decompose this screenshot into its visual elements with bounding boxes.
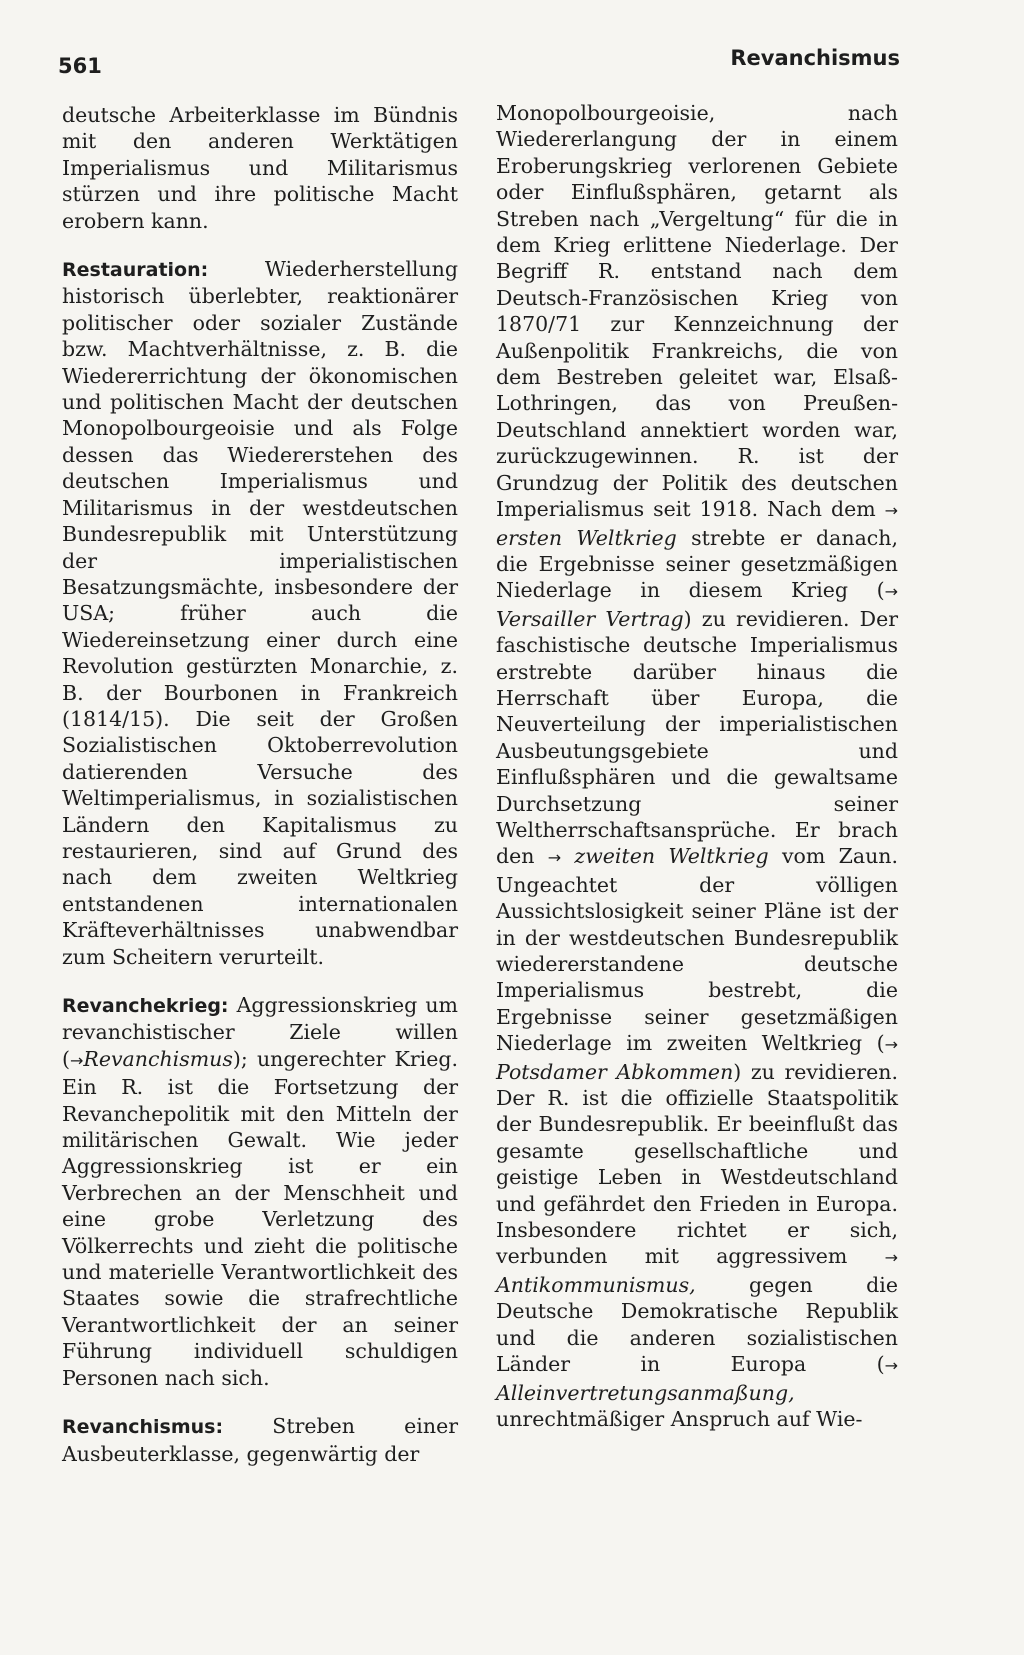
entry-continuation bbox=[62, 102, 458, 234]
entry-text: Streben einer Ausbeuterklasse, gegenwärtig der bbox=[62, 1414, 458, 1466]
cross-reference: Alleinvertretungsanmaßung, bbox=[496, 1380, 795, 1405]
entry-text: strebte er danach, die Ergebnisse seiner gesetzmäßigen Niederlage in diesem Krieg ( bbox=[496, 525, 898, 603]
entry-term: Revanchismus: bbox=[62, 1416, 224, 1439]
right-column bbox=[496, 100, 898, 1454]
cross-reference-arrow-icon: → bbox=[884, 582, 898, 602]
page-number: 561 bbox=[58, 54, 102, 78]
cross-reference-arrow-icon: → bbox=[547, 848, 562, 868]
entry-text: ); ungerechter Krieg. Ein R. ist die Fortsetzung der Revanchepolitik mit den Mitteln der militärischen Gewalt. Wie jeder Aggressionskrieg ist er ein Verbrechen an der Menschheit und eine grobe Verletzung des Völkerrechts und zieht die politische und materielle Verantwortlichkeit des Staates sowie die strafrechtliche Verantwortlichkeit der an seiner Führung individuell schuldigen Personen nach sich. bbox=[62, 1046, 458, 1390]
entry-term: Revanchekrieg: bbox=[62, 995, 229, 1017]
entry-text: ) zu revidieren. Der R. ist die offizielle Staatspolitik der Bundesrepublik. Er beeinflußt das gesamte gesellschaftliche und geistige Leben in Westdeutschland und gefährdet den Frieden in Europa. Insbesondere richtet er sich, verbunden mit aggressivem bbox=[496, 1059, 898, 1269]
entry-revanchekrieg bbox=[62, 992, 458, 1391]
cross-reference: Revanchismus bbox=[83, 1046, 233, 1071]
entry-text: unrechtmäßiger Anspruch auf Wie- bbox=[496, 1406, 863, 1431]
cross-reference-arrow-icon: → bbox=[884, 501, 898, 521]
entry-term: Restauration: bbox=[62, 259, 209, 282]
entry-revanchismus bbox=[62, 1413, 458, 1467]
entry-text: Aggressionskrieg um revanchistischer Ziele willen ( bbox=[62, 993, 458, 1071]
entry-text: deutsche Arbeiterklasse im Bündnis mit den anderen Werktätigen Imperialismus und Militarismus stürzen und ihre politische Macht erobern kann. bbox=[62, 103, 458, 233]
cross-reference-arrow-icon: → bbox=[70, 1050, 84, 1070]
entry-restauration bbox=[62, 256, 458, 970]
entry-text: gegen die Deutsche Demokratische Republik und die anderen sozialistischen Länder in Europa ( bbox=[496, 1272, 898, 1377]
cross-reference-arrow-icon: → bbox=[884, 1248, 898, 1268]
cross-reference-arrow-icon: → bbox=[884, 1356, 898, 1376]
entry-revanchismus-continued bbox=[496, 100, 898, 1432]
cross-reference: Potsdamer Abkommen bbox=[496, 1059, 734, 1084]
entry-text: ) zu revidieren. Der faschistische deutsche Imperialismus erstrebte darüber hinaus die Herrschaft über Europa, die Neuverteilung der imperialistischen Ausbeutungsgebiete und Einflußsphären und die gewaltsame Durchsetzung seiner Weltherrschaftsansprüche. Er brach den bbox=[496, 606, 899, 869]
cross-reference: ersten Weltkrieg bbox=[496, 525, 677, 550]
left-column bbox=[62, 102, 458, 1489]
running-head: Revanchismus bbox=[730, 46, 900, 70]
page-header bbox=[58, 44, 900, 84]
cross-reference: zweiten Weltkrieg bbox=[561, 844, 769, 869]
entry-text: Monopolbourgeoisie, nach Wiedererlangung der in einem Eroberungskrieg verlorenen Gebiete oder Einflußsphären, getarnt als Streben nach „Vergeltung“ für die in dem Krieg erlittene Niederlage. Der Begriff R. entstand nach dem Deutsch-Französischen Krieg von 1870/71 zur Kennzeichnung der Außenpolitik Frankreichs, die von dem Bestreben geleitet war, Elsaß-Lothringen, das von Preußen-Deutschland annektiert worden war, zurückzugewinnen. R. ist der Grundzug der Politik des deutschen Imperialismus seit 1918. Nach dem bbox=[496, 101, 898, 522]
cross-reference: Versailler Vertrag bbox=[496, 606, 684, 631]
cross-reference-arrow-icon: → bbox=[884, 1035, 898, 1055]
entry-text: vom Zaun. Ungeachtet der völligen Aussichtslosigkeit seiner Pläne ist der in der westdeutschen Bundesrepublik wiedererstandene deutsche Imperialismus bestrebt, die Ergebnisse seiner gesetzmäßigen Niederlage im zweiten Weltkrieg ( bbox=[496, 844, 898, 1056]
cross-reference: Antikommunismus, bbox=[496, 1272, 696, 1297]
entry-text: Wiederherstellung historisch überlebter, reaktionärer politischer oder sozialer Zustände bzw. Machtverhältnisse, z. B. die Wiedererrichtung der ökonomischen und politischen Macht der deutschen Monopolbourgeoisie und als Folge dessen das Wiedererstehen des deutschen Imperialismus und Militarismus in der westdeutschen Bundesrepublik mit Unterstützung der imperialistischen Besatzungsmächte, insbesondere der USA; früher auch die Wiedereinsetzung einer durch eine Revolution gestürzten Monarchie, z. B. der Bourbonen in Frankreich (1814/15). Die seit der Großen Sozialistischen Oktoberrevolution datierenden Versuche des Weltimperialismus, in sozialistischen Ländern den Kapitalismus zu restaurieren, sind auf Grund des nach dem zweiten Weltkrieg entstandenen internationalen Kräfteverhältnisses unabwendbar zum Scheitern verurteilt. bbox=[62, 257, 458, 969]
